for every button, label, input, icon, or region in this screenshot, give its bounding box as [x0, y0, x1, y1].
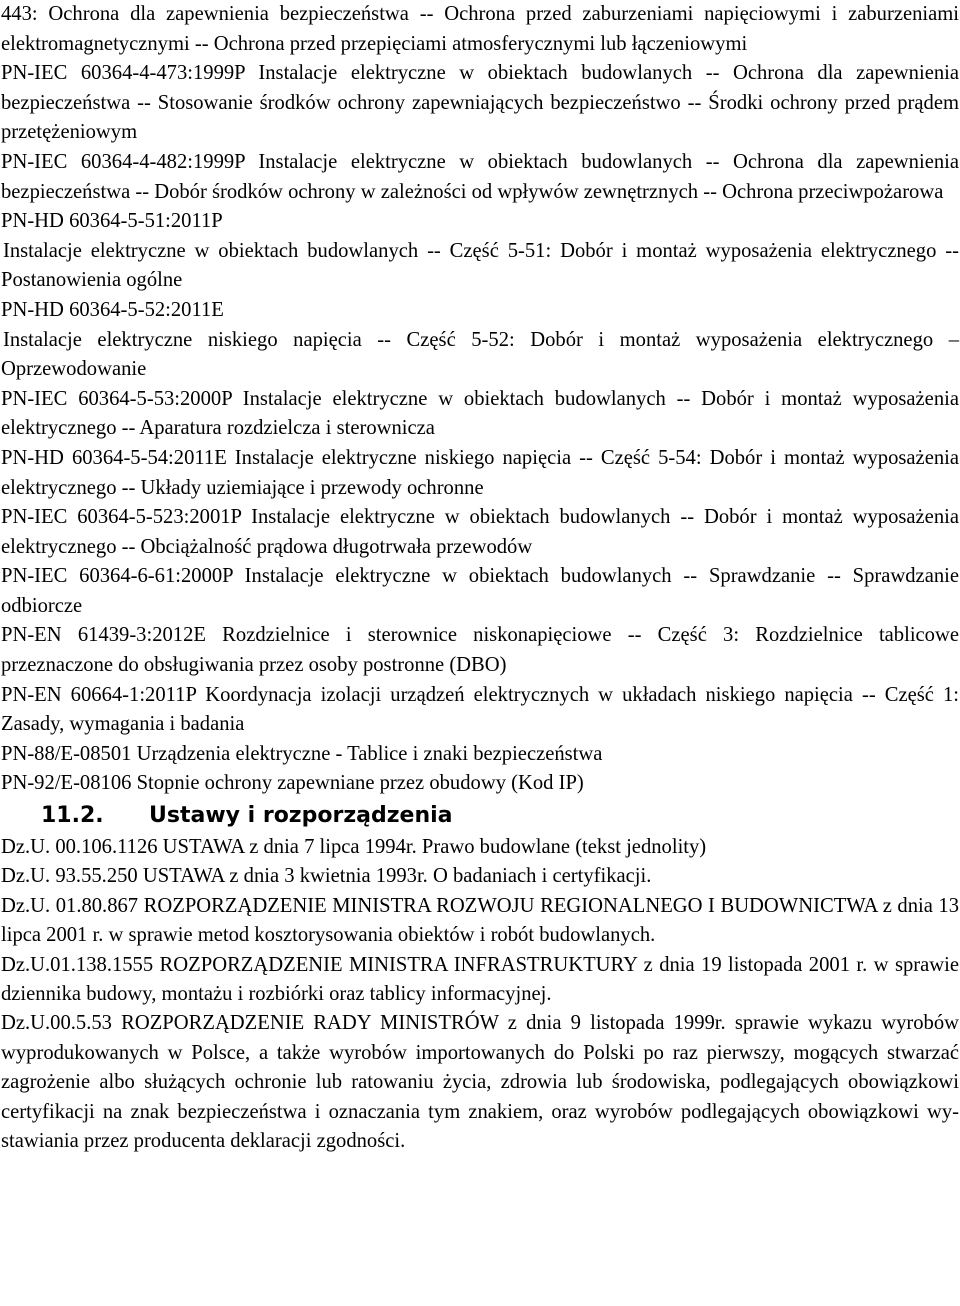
standard-entry: PN-92/E-08106 Stopnie ochrony zapewniane przez obudowy (Kod IP): [1, 772, 584, 795]
standard-code: PN-HD 60364-5-51:2011P: [1, 210, 223, 233]
act-entry: Dz.U.01.138.1555 ROZPORZĄDZENIE MINISTRA INFRASTRUKTURY z dnia 19 listopada 2001 r. w sprawie dziennika budowy, montażu i rozbiórki oraz tablicy informacyjnej.: [1, 953, 959, 1006]
act-entry: Dz.U. 93.55.250 USTAWA z dnia 3 kwietnia 1993r. O badaniach i certyfikacji.: [1, 865, 652, 888]
acts-list: [1, 833, 959, 1156]
standard-title: Instalacje elektryczne niskiego napięcia -- Część 5-52: Dobór i montaż wyposażenia elektrycznego – Oprzewodowanie: [1, 328, 959, 381]
standard-entry: PN-EN 61439-3:2012E Rozdzielnice i sterownice niskonapięciowe -- Część 3: Rozdzielnice tablicowe przeznaczone do obsługiwania przez osoby postronne (DBO): [1, 624, 959, 677]
act-entry: Dz.U. 01.80.867 ROZPORZĄDZENIE MINISTRA ROZWOJU REGIONALNEGO I BUDOWNICTWA z dnia 13 lipca 2001 r. w sprawie metod kosztorysowania obiektów i robót budowlanych.: [1, 894, 959, 947]
standard-title: Instalacje elektryczne w obiektach budowlanych -- Część 5-51: Dobór i montaż wyposażenia elektrycznego -- Postanowienia ogólne: [1, 239, 959, 292]
act-entry: Dz.U.00.5.53 ROZPORZĄDZENIE RADY MINISTRÓW z dnia 9 listopada 1999r. sprawie wykazu wyrobów wyprodukowanych w Polsce, a także wyrobów importowanych do Polski po raz pierwszy, mogących stwarzać zagrożenie albo służących ochronie lub ratowaniu życia, zdrowia lub środowiska, podlegających obowiązkowi certyfikacji na znak bezpieczeństwa i oznaczania tym znakiem, oraz wyrobów podlegających obowiązkowi wy-stawiania przez producenta deklaracji zgodności.: [1, 1012, 959, 1153]
standards-list: [1, 0, 959, 799]
standard-entry: PN-IEC 60364-5-523:2001P Instalacje elektryczne w obiektach budowlanych -- Dobór i montaż wyposażenia elektrycznego -- Obciążalność prądowa długotrwała przewodów: [1, 506, 959, 558]
standard-entry: PN-88/E-08501 Urządzenia elektryczne - Tablice i znaki bezpieczeństwa: [1, 742, 603, 765]
section-number: 11.2.: [41, 803, 104, 829]
standard-entry: 443: Ochrona dla zapewnienia bezpieczeństwa -- Ochrona przed zaburzeniami napięciowymi i zaburzeniami elektromagnetycznymi -- Ochrona przed przepięciami atmosferycznymi lub łączeniowymi: [1, 3, 959, 55]
standard-entry: PN-IEC 60364-4-473:1999P Instalacje elektryczne w obiektach budowlanych -- Ochrona dla zapewnienia bezpieczeństwa -- Stosowanie środków ochrony zapewniających bezpieczeństwo -- Środki ochrony przed prądem przetężeniowym: [1, 62, 959, 144]
act-entry: Dz.U. 00.106.1126 USTAWA z dnia 7 lipca 1994r. Prawo budowlane (tekst jednolity): [1, 836, 707, 859]
standard-entry: PN-IEC 60364-5-53:2000P Instalacje elektryczne w obiektach budowlanych -- Dobór i montaż wyposażenia elektrycznego -- Aparatura rozdzielcza i sterownicza: [1, 387, 959, 440]
standard-code: PN-HD 60364-5-52:2011E: [1, 298, 224, 321]
section-heading: [1, 799, 959, 833]
standard-entry: PN-IEC 60364-4-482:1999P Instalacje elektryczne w obiektach budowlanych -- Ochrona dla zapewnienia bezpieczeństwa -- Dobór środków ochrony w zależności od wpływów zewnętrznych -- Ochrona przeciwpożarowa: [1, 150, 959, 203]
standard-entry: PN-HD 60364-5-54:2011E Instalacje elektryczne niskiego napięcia -- Część 5-54: Dobór i montaż wyposażenia elektrycznego -- Układy uziemiające i przewody ochronne: [1, 446, 959, 499]
standard-entry: PN-EN 60664-1:2011P Koordynacja izolacji urządzeń elektrycznych w układach niskiego napięcia -- Część 1: Zasady, wymagania i badania: [1, 683, 959, 736]
section-title: Ustawy i rozporządzenia: [149, 803, 453, 829]
standard-entry: PN-IEC 60364-6-61:2000P Instalacje elektryczne w obiektach budowlanych -- Sprawdzanie -- Sprawdzanie odbiorcze: [1, 565, 959, 617]
